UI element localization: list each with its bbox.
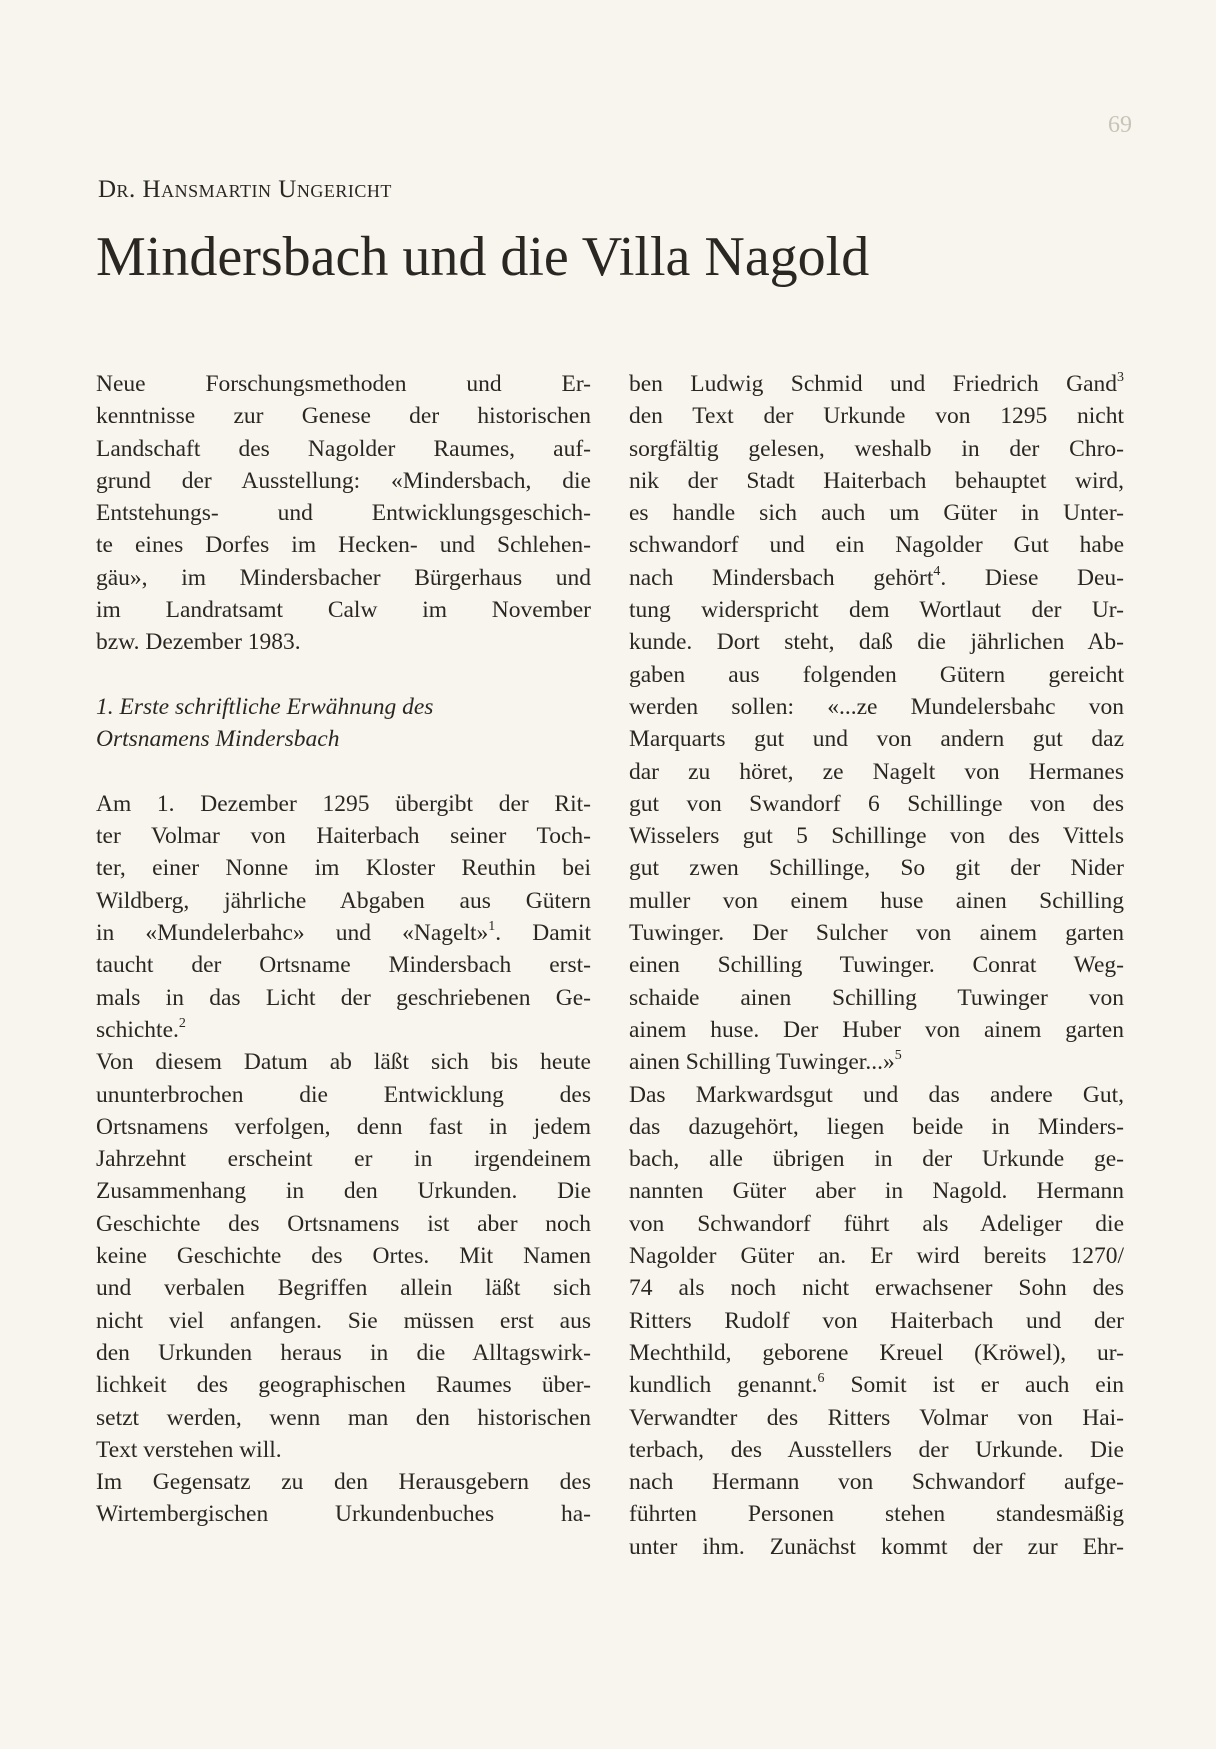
section-heading: 1. Erste schriftliche Erwähnung des <box>96 693 434 720</box>
body-line: nannten Güter aber in Nagold. Hermann <box>629 1178 1124 1205</box>
body-line: setzt werden, wenn man den historischen <box>96 1404 591 1431</box>
body-line <box>629 368 1124 400</box>
body-line: gaben aus folgenden Gütern gereicht <box>629 661 1124 688</box>
body-line: schwandorf und ein Nagolder Gut habe <box>629 532 1124 559</box>
body-text: . Diese Deu- <box>940 564 1124 591</box>
body-line <box>629 1046 1124 1078</box>
body-line: lichkeit des geographischen Raumes über- <box>96 1372 591 1399</box>
footnote-marker: 4 <box>933 563 941 579</box>
body-line: muller von einem huse ainen Schilling <box>629 887 1124 914</box>
left-column <box>96 368 591 1531</box>
body-text: . Damit <box>495 920 592 947</box>
author-name: Dr. Hansmartin Ungericht <box>98 176 392 203</box>
body-line: Nagolder Güter an. Er wird bereits 1270/ <box>629 1243 1124 1270</box>
section-heading: Ortsnamens Mindersbach <box>96 726 340 753</box>
body-line: es handle sich auch um Güter in Unter- <box>629 500 1124 527</box>
abstract-line: kenntnisse zur Genese der historischen <box>96 403 591 430</box>
abstract-line: Neue Forschungsmethoden und Er- <box>96 371 591 397</box>
body-line: gut von Swandorf 6 Schillinge von des <box>629 790 1124 817</box>
body-line: nik der Stadt Haiterbach behauptet wird, <box>629 467 1124 494</box>
body-line: sorgfältig gelesen, weshalb in der Chro- <box>629 435 1124 462</box>
body-line: einen Schilling Tuwinger. Conrat Weg- <box>629 952 1124 979</box>
body-line: führten Personen stehen standesmäßig <box>629 1501 1124 1528</box>
body-line: mals in das Licht der geschriebenen Ge- <box>96 984 591 1011</box>
right-column <box>629 368 1124 1563</box>
footnote-marker: 2 <box>178 1015 186 1031</box>
body-line: Mechthild, geborene Kreuel (Kröwel), ur- <box>629 1339 1124 1366</box>
body-line: Zusammenhang in den Urkunden. Die <box>96 1178 591 1205</box>
body-line: kunde. Dort steht, daß die jährlichen Ab- <box>629 629 1124 656</box>
page-number: 69 <box>1108 112 1132 138</box>
body-line: Wisselers gut 5 Schillinge von des Vittels <box>629 823 1124 850</box>
footnote-marker: 5 <box>894 1048 902 1064</box>
paragraph-gap <box>96 756 591 788</box>
body-line: bach, alle übrigen in der Urkunde ge- <box>629 1146 1124 1173</box>
body-line: Verwandter des Ritters Volmar von Hai- <box>629 1404 1124 1431</box>
body-line: Text verstehen will. <box>96 1436 282 1463</box>
body-line: Ritters Rudolf von Haiterbach und der <box>629 1307 1124 1334</box>
body-line: unter ihm. Zunächst kommt der zur Ehr- <box>629 1533 1124 1560</box>
body-line: nach Hermann von Schwandorf aufge- <box>629 1469 1124 1496</box>
body-line: Geschichte des Ortsnamens ist aber noch <box>96 1210 591 1237</box>
body-line: Tuwinger. Der Sulcher von ainem garten <box>629 920 1124 947</box>
body-line: Wildberg, jährliche Abgaben aus Gütern <box>96 887 591 914</box>
body-line <box>629 562 1124 594</box>
body-line: ainem huse. Der Huber von ainem garten <box>629 1016 1124 1043</box>
abstract-line: grund der Ausstellung: «Mindersbach, die <box>96 467 591 494</box>
body-line: ter, einer Nonne im Kloster Reuthin bei <box>96 855 591 882</box>
body-line: terbach, des Ausstellers der Urkunde. Die <box>629 1436 1124 1463</box>
body-line: dar zu höret, ze Nagelt von Hermanes <box>629 758 1124 785</box>
body-line: Das Markwardsgut und das andere Gut, <box>629 1081 1124 1108</box>
footnote-marker: 1 <box>488 919 496 935</box>
footnote-marker: 6 <box>817 1371 825 1387</box>
abstract-line: Landschaft des Nagolder Raumes, auf- <box>96 435 591 462</box>
body-line: taucht der Ortsname Mindersbach erst- <box>96 952 591 979</box>
body-line: und verbalen Begriffen allein läßt sich <box>96 1275 591 1302</box>
body-text: nach Mindersbach gehört <box>629 564 934 591</box>
body-text: Somit ist er auch ein <box>824 1372 1125 1399</box>
abstract-line: bzw. Dezember 1983. <box>96 629 301 656</box>
body-text: schichte. <box>96 1016 179 1043</box>
body-line: nicht viel anfangen. Sie müssen erst aus <box>96 1307 591 1334</box>
body-line: 74 als noch nicht erwachsener Sohn des <box>629 1275 1124 1302</box>
body-line: keine Geschichte des Ortes. Mit Namen <box>96 1243 591 1270</box>
body-line: von Schwandorf führt als Adeliger die <box>629 1210 1124 1237</box>
body-line: gut zwen Schillinge, So git der Nider <box>629 855 1124 882</box>
body-line: tung widerspricht dem Wortlaut der Ur- <box>629 597 1124 624</box>
body-text: ainen Schilling Tuwinger...» <box>629 1049 895 1076</box>
abstract-line: Entstehungs- und Entwicklungsgeschich- <box>96 500 591 527</box>
body-line: den Urkunden heraus in die Alltagswirk- <box>96 1339 591 1366</box>
body-line: werden sollen: «...ze Mundelersbahc von <box>629 693 1124 720</box>
body-line: Wirtembergischen Urkundenbuches ha- <box>96 1501 591 1528</box>
body-line: Marquarts gut und von andern gut daz <box>629 726 1124 753</box>
body-line <box>96 917 591 949</box>
body-line: das dazugehört, liegen beide in Minders- <box>629 1113 1124 1140</box>
body-text: in «Mundelerbahc» und «Nagelt» <box>96 920 489 947</box>
body-line: schaide ainen Schilling Tuwinger von <box>629 984 1124 1011</box>
body-line: ununterbrochen die Entwicklung des <box>96 1081 591 1108</box>
body-line: Jahrzehnt erscheint er in irgendeinem <box>96 1146 591 1173</box>
body-line: Ortsnamens verfolgen, denn fast in jedem <box>96 1113 591 1140</box>
footnote-marker: 3 <box>1117 370 1124 385</box>
abstract-line: gäu», im Mindersbacher Bürgerhaus und <box>96 564 591 591</box>
body-line <box>629 1369 1124 1401</box>
body-line: Von diesem Datum ab läßt sich bis heute <box>96 1049 591 1076</box>
body-line: Am 1. Dezember 1295 übergibt der Rit- <box>96 790 591 817</box>
body-text: kundlich genannt. <box>629 1372 818 1399</box>
body-line <box>96 1014 591 1046</box>
body-line: den Text der Urkunde von 1295 nicht <box>629 403 1124 430</box>
body-text: ben Ludwig Schmid und Friedrich Gand <box>629 371 1117 397</box>
abstract-line: te eines Dorfes im Hecken- und Schlehen- <box>96 532 591 559</box>
paragraph-gap <box>96 659 591 691</box>
body-line: Im Gegensatz zu den Herausgebern des <box>96 1469 591 1496</box>
abstract-line: im Landratsamt Calw im November <box>96 597 591 624</box>
body-line: ter Volmar von Haiterbach seiner Toch- <box>96 823 591 850</box>
article-title: Mindersbach und die Villa Nagold <box>96 226 870 288</box>
